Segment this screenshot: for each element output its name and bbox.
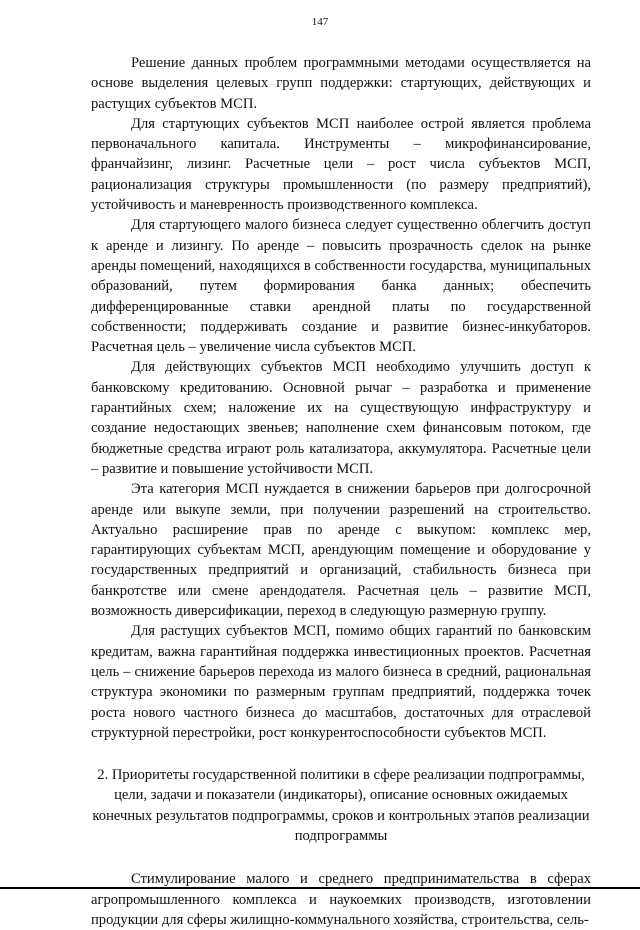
paragraph: Для стартующего малого бизнеса следует существенно облегчить доступ к аренде и лизингу. По аренде – повысить прозрачность сделок на рынке аренды помещений, находящихся в собственности государства, муниципальных образований, путем формирования банка данных; обеспечить дифференцированные ставки арендной платы по государственной собственности; поддерживать создание и развитие бизнес-инкубаторов. Расчетная цель – увеличение числа субъектов МСП. [91, 217, 591, 356]
paragraph: Для растущих субъектов МСП, помимо общих гарантий по банковским кредитам, важна гарантийная поддержка инвестиционных проектов. Расчетная цель – снижение барьеров перехода из малого бизнеса в средний, рациональная структура экономики по размерным группам предприятий, поддержка точек роста нового частного бизнеса до масштабов, достаточных для отраслевой структурной перестройки, рост конкурентоспособности субъектов МСП. [91, 623, 591, 741]
paragraph: Эта категория МСП нуждается в снижении барьеров при долгосрочной аренде или выкупе земли, при получении разрешений на строительство. Актуально расширение прав по аренде с выкупом: комплекс мер, гарантирующих субъектам МСП, арендующим помещение и оборудование у государственных предприятий и организаций, стабильность бизнеса при банкротстве или смене арендодателя. Расчетная цель – развитие МСП, возможность диверсификации, переход в следующую размерную группу. [91, 481, 591, 620]
closing-paragraph: Стимулирование малого и среднего предпринимательства в сферах агропромышленного комплекса и наукоемких производств, изготовлении продукции для сферы жилищно-коммунального хозяйства, строительства, сель- [91, 871, 591, 928]
paragraph: Решение данных проблем программными методами осуществляется на основе выделения целевых групп поддержки: стартующих, действующих и растущих субъектов МСП. [91, 55, 591, 112]
section-heading: 2. Приоритеты государственной политики в сфере реализации подпрограммы, цели, задачи и показатели (индикаторы), описание основных ожидаемых конечных результатов подпрограммы, сроков и контрольных этапов реализации подпрограммы [92, 767, 590, 844]
paragraph: Для стартующих субъектов МСП наиболее острой является проблема первоначального капитала. Инструменты – микрофинансирование, франчайзинг, лизинг. Расчетные цели – рост числа субъектов МСП, рационализация структуры промышленности (по размеру предприятий), устойчивость и маневренность производственного комплекса. [91, 115, 591, 214]
document-body [91, 53, 591, 930]
paragraph: Для действующих субъектов МСП необходимо улучшить доступ к банковскому кредитованию. Основной рычаг – разработка и применение гарантийных схем; наложение их на существующую инфраструктуру и создание недостающих звеньев; наполнение схем финансовым потоком, где бюджетные средства играют роль катализатора, аккумулятора. Расчетные цели – развитие и повышение устойчивости МСП. [91, 359, 591, 477]
page-number: 147 [311, 16, 329, 28]
bottom-rule [0, 887, 640, 889]
